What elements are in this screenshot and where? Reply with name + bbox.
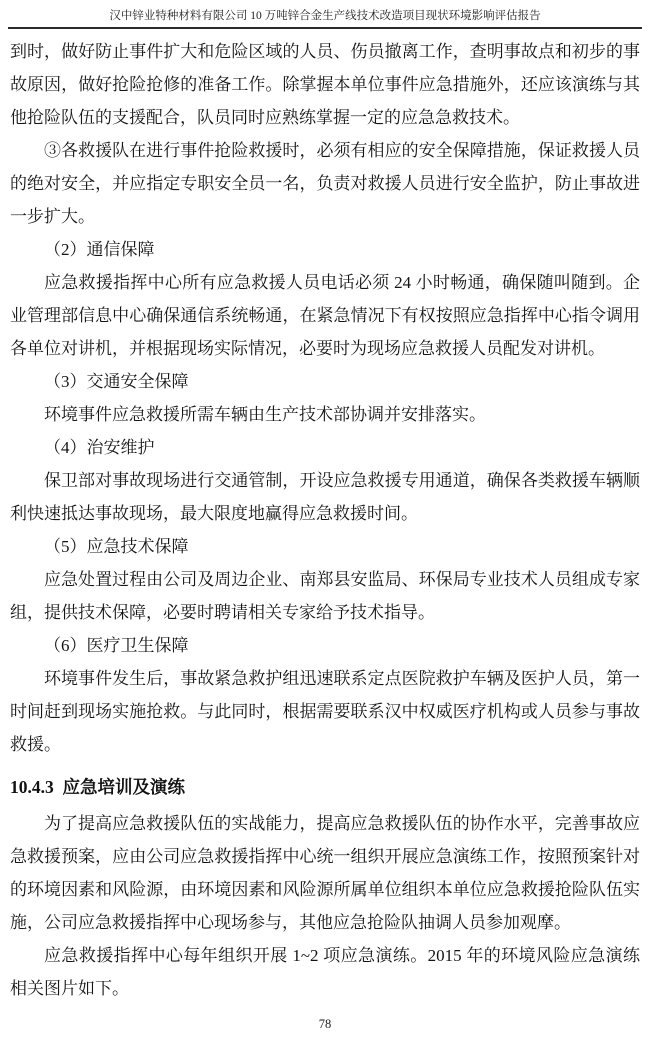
- paragraph: 应急处置过程由公司及周边企业、南郑县安监局、环保局专业技术人员组成专家组，提供技术保障，必要时聘请相关专家给予技术指导。: [10, 570, 640, 622]
- list-item-label: （5）应急技术保障: [44, 537, 189, 556]
- page-number: 78: [318, 1017, 332, 1031]
- paragraph: 应急救援指挥中心所有应急救援人员电话必须 24 小时畅通，确保随叫随到。企业管理部信息中心确保通信系统畅通，在紧急情况下有权按照应急指挥中心指令调用各单位对讲机，并根据现场实际情况，必要时为现场应急救援人员配发对讲机。: [10, 273, 640, 358]
- report-header-title: 汉中锌业特种材料有限公司 10 万吨锌合金生产线技术改造项目现状环境影响评估报告: [109, 10, 541, 22]
- paragraph: 环境事件发生后，事故紧急救护组迅速联系定点医院救护车辆及医护人员，第一时间赶到现场实施抢救。与此同时，根据需要联系汉中权威医疗机构或人员参与事故救援。: [10, 669, 640, 754]
- paragraph: ③各救援队在进行事件抢险救援时，必须有相应的安全保障措施，保证救援人员的绝对安全，并应指定专职安全员一名，负责对救援人员进行安全监护，防止事故进一步扩大。: [10, 141, 640, 226]
- list-item-label: （6）医疗卫生保障: [44, 636, 189, 655]
- header-divider: [8, 27, 642, 29]
- list-item-label: （4）治安维护: [44, 438, 155, 457]
- paragraph: 应急救援指挥中心每年组织开展 1~2 项应急演练。2015 年的环境风险应急演练相关图片如下。: [10, 946, 640, 998]
- paragraph: 保卫部对事故现场进行交通管制，开设应急救援专用通道，确保各类救援车辆顺利快速抵达事故现场，最大限度地赢得应急救援时间。: [10, 471, 640, 523]
- paragraph: 到时，做好防止事件扩大和危险区域的人员、伤员撤离工作，查明事故点和初步的事故原因，做好抢险抢修的准备工作。除掌握本单位事件应急措施外，还应该演练与其他抢险队伍的支援配合，队员同时应熟练掌握一定的应急急救技术。: [10, 42, 640, 127]
- list-item-label: （2）通信保障: [44, 240, 155, 259]
- paragraph: 为了提高应急救援队伍的实战能力，提高应急救援队伍的协作水平，完善事故应急救援预案，应由公司应急救援指挥中心统一组织开展应急演练工作，按照预案针对的环境因素和风险源，由环境因素和风险源所属单位组织本单位应急救援抢险队伍实施，公司应急救援指挥中心现场参与，其他应急抢险队抽调人员参加观摩。: [10, 814, 640, 932]
- document-body: [10, 35, 640, 1005]
- list-item-label: （3）交通安全保障: [44, 372, 189, 391]
- paragraph: 环境事件应急救援所需车辆由生产技术部协调并安排落实。: [44, 405, 486, 424]
- section-heading: 10.4.3 应急培训及演练: [10, 777, 185, 797]
